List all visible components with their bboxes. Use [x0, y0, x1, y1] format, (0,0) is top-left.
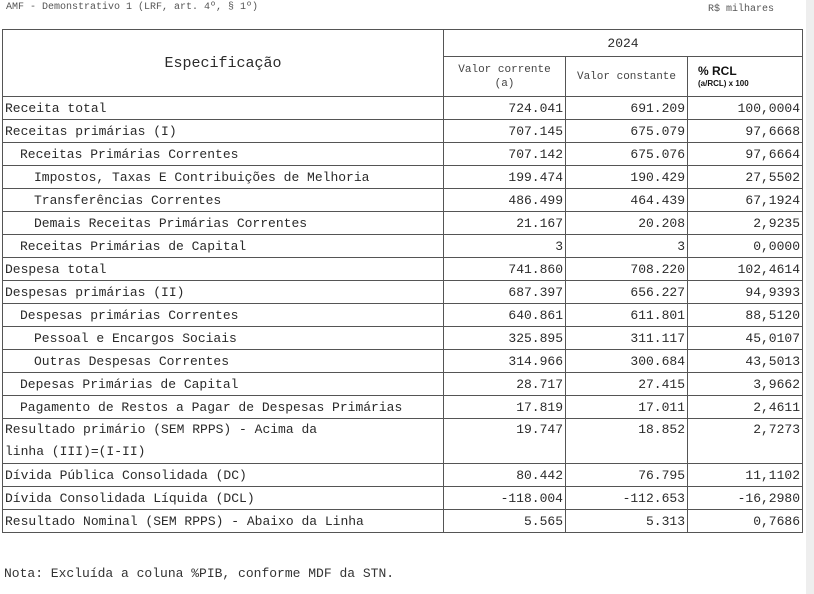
cell-rcl: 102,4614 [688, 258, 803, 281]
cell-rcl: -16,2980 [688, 487, 803, 510]
cell-valor-constante: 27.415 [566, 373, 688, 396]
row-label: Receitas Primárias Correntes [3, 143, 444, 166]
cell-valor-corrente: 707.145 [444, 120, 566, 143]
row-label-line1: Resultado primário (SEM RPPS) - Acima da [5, 422, 318, 437]
row-label: Despesa total [3, 258, 444, 281]
row-label: Outras Despesas Correntes [3, 350, 444, 373]
cell-valor-corrente: 21.167 [444, 212, 566, 235]
header-rcl-sub: (a/RCL) x 100 [698, 78, 749, 88]
header-rcl [688, 57, 803, 97]
table-row [3, 396, 803, 419]
header-valor-corrente-sub: (a) [494, 77, 515, 90]
cell-valor-corrente: 28.717 [444, 373, 566, 396]
row-label: Transferências Correntes [3, 189, 444, 212]
cell-rcl: 3,9662 [688, 373, 803, 396]
cell-valor-constante: 300.684 [566, 350, 688, 373]
cell-rcl: 88,5120 [688, 304, 803, 327]
row-label: Dívida Pública Consolidada (DC) [3, 464, 444, 487]
row-label: Receitas primárias (I) [3, 120, 444, 143]
cell-rcl: 27,5502 [688, 166, 803, 189]
cell-rcl: 67,1924 [688, 189, 803, 212]
table-row [3, 258, 803, 281]
table-row [3, 212, 803, 235]
table-row [3, 464, 803, 487]
table-row [3, 487, 803, 510]
footnote: Nota: Excluída a coluna %PIB, conforme MDF da STN. [4, 566, 395, 581]
cell-valor-constante: 18.852 [566, 419, 688, 464]
cell-valor-constante: 17.011 [566, 396, 688, 419]
row-label-line2: linha (III)=(I-II) [5, 444, 146, 459]
cell-valor-constante: 708.220 [566, 258, 688, 281]
fiscal-goals-table [2, 29, 803, 533]
cell-valor-corrente: 640.861 [444, 304, 566, 327]
row-label: Demais Receitas Primárias Correntes [3, 212, 444, 235]
header-especificacao: Especificação [3, 30, 444, 97]
header-rcl-label: % RCL [698, 63, 737, 78]
row-label: Depesas Primárias de Capital [3, 373, 444, 396]
table-row [3, 419, 803, 464]
cell-rcl: 43,5013 [688, 350, 803, 373]
row-label: Pagamento de Restos a Pagar de Despesas Primárias [3, 396, 444, 419]
cell-valor-corrente: 707.142 [444, 143, 566, 166]
header-valor-constante: Valor constante [566, 57, 688, 97]
cell-valor-constante: 675.079 [566, 120, 688, 143]
cell-valor-constante: 311.117 [566, 327, 688, 350]
page-edge-shadow [806, 0, 814, 594]
table-row [3, 166, 803, 189]
cell-valor-constante: 76.795 [566, 464, 688, 487]
cell-valor-corrente: 17.819 [444, 396, 566, 419]
cell-valor-constante: 3 [566, 235, 688, 258]
cell-valor-constante: 464.439 [566, 189, 688, 212]
table-row [3, 304, 803, 327]
table-row [3, 281, 803, 304]
document-header-left: AMF - Demonstrativo 1 (LRF, art. 4º, § 1º) [6, 2, 259, 13]
cell-valor-constante: -112.653 [566, 487, 688, 510]
cell-rcl: 94,9393 [688, 281, 803, 304]
table-row [3, 143, 803, 166]
cell-valor-constante: 675.076 [566, 143, 688, 166]
cell-rcl: 11,1102 [688, 464, 803, 487]
cell-valor-corrente: 486.499 [444, 189, 566, 212]
cell-rcl: 2,7273 [688, 419, 803, 464]
header-valor-corrente-label: Valor corrente [458, 63, 551, 76]
cell-rcl: 100,0004 [688, 97, 803, 120]
cell-valor-corrente: 325.895 [444, 327, 566, 350]
cell-valor-corrente: 741.860 [444, 258, 566, 281]
cell-valor-corrente: 724.041 [444, 97, 566, 120]
cell-rcl: 97,6668 [688, 120, 803, 143]
cell-valor-constante: 611.801 [566, 304, 688, 327]
cell-rcl: 2,4611 [688, 396, 803, 419]
cell-valor-constante: 656.227 [566, 281, 688, 304]
cell-rcl: 97,6664 [688, 143, 803, 166]
cell-valor-corrente: 687.397 [444, 281, 566, 304]
cell-valor-constante: 5.313 [566, 510, 688, 533]
table-row [3, 327, 803, 350]
cell-valor-corrente: 80.442 [444, 464, 566, 487]
row-label: Despesas primárias (II) [3, 281, 444, 304]
row-label: Receita total [3, 97, 444, 120]
row-label [3, 419, 444, 464]
header-valor-corrente [444, 57, 566, 97]
row-label: Dívida Consolidada Líquida (DCL) [3, 487, 444, 510]
cell-valor-corrente: 314.966 [444, 350, 566, 373]
row-label: Despesas primárias Correntes [3, 304, 444, 327]
row-label: Impostos, Taxas E Contribuições de Melhoria [3, 166, 444, 189]
cell-rcl: 0,0000 [688, 235, 803, 258]
cell-valor-constante: 190.429 [566, 166, 688, 189]
cell-valor-constante: 20.208 [566, 212, 688, 235]
row-label: Receitas Primárias de Capital [3, 235, 444, 258]
cell-valor-corrente: 19.747 [444, 419, 566, 464]
header-year: 2024 [444, 30, 803, 57]
row-label: Pessoal e Encargos Sociais [3, 327, 444, 350]
table-row [3, 235, 803, 258]
table-row [3, 189, 803, 212]
table-row [3, 373, 803, 396]
cell-rcl: 2,9235 [688, 212, 803, 235]
currency-unit-label: R$ milhares [708, 4, 775, 15]
table-row [3, 97, 803, 120]
cell-rcl: 0,7686 [688, 510, 803, 533]
cell-valor-corrente: -118.004 [444, 487, 566, 510]
table-row [3, 510, 803, 533]
cell-valor-constante: 691.209 [566, 97, 688, 120]
row-label: Resultado Nominal (SEM RPPS) - Abaixo da Linha [3, 510, 444, 533]
cell-valor-corrente: 3 [444, 235, 566, 258]
table-row [3, 120, 803, 143]
cell-valor-corrente: 199.474 [444, 166, 566, 189]
cell-rcl: 45,0107 [688, 327, 803, 350]
table-row [3, 350, 803, 373]
cell-valor-corrente: 5.565 [444, 510, 566, 533]
